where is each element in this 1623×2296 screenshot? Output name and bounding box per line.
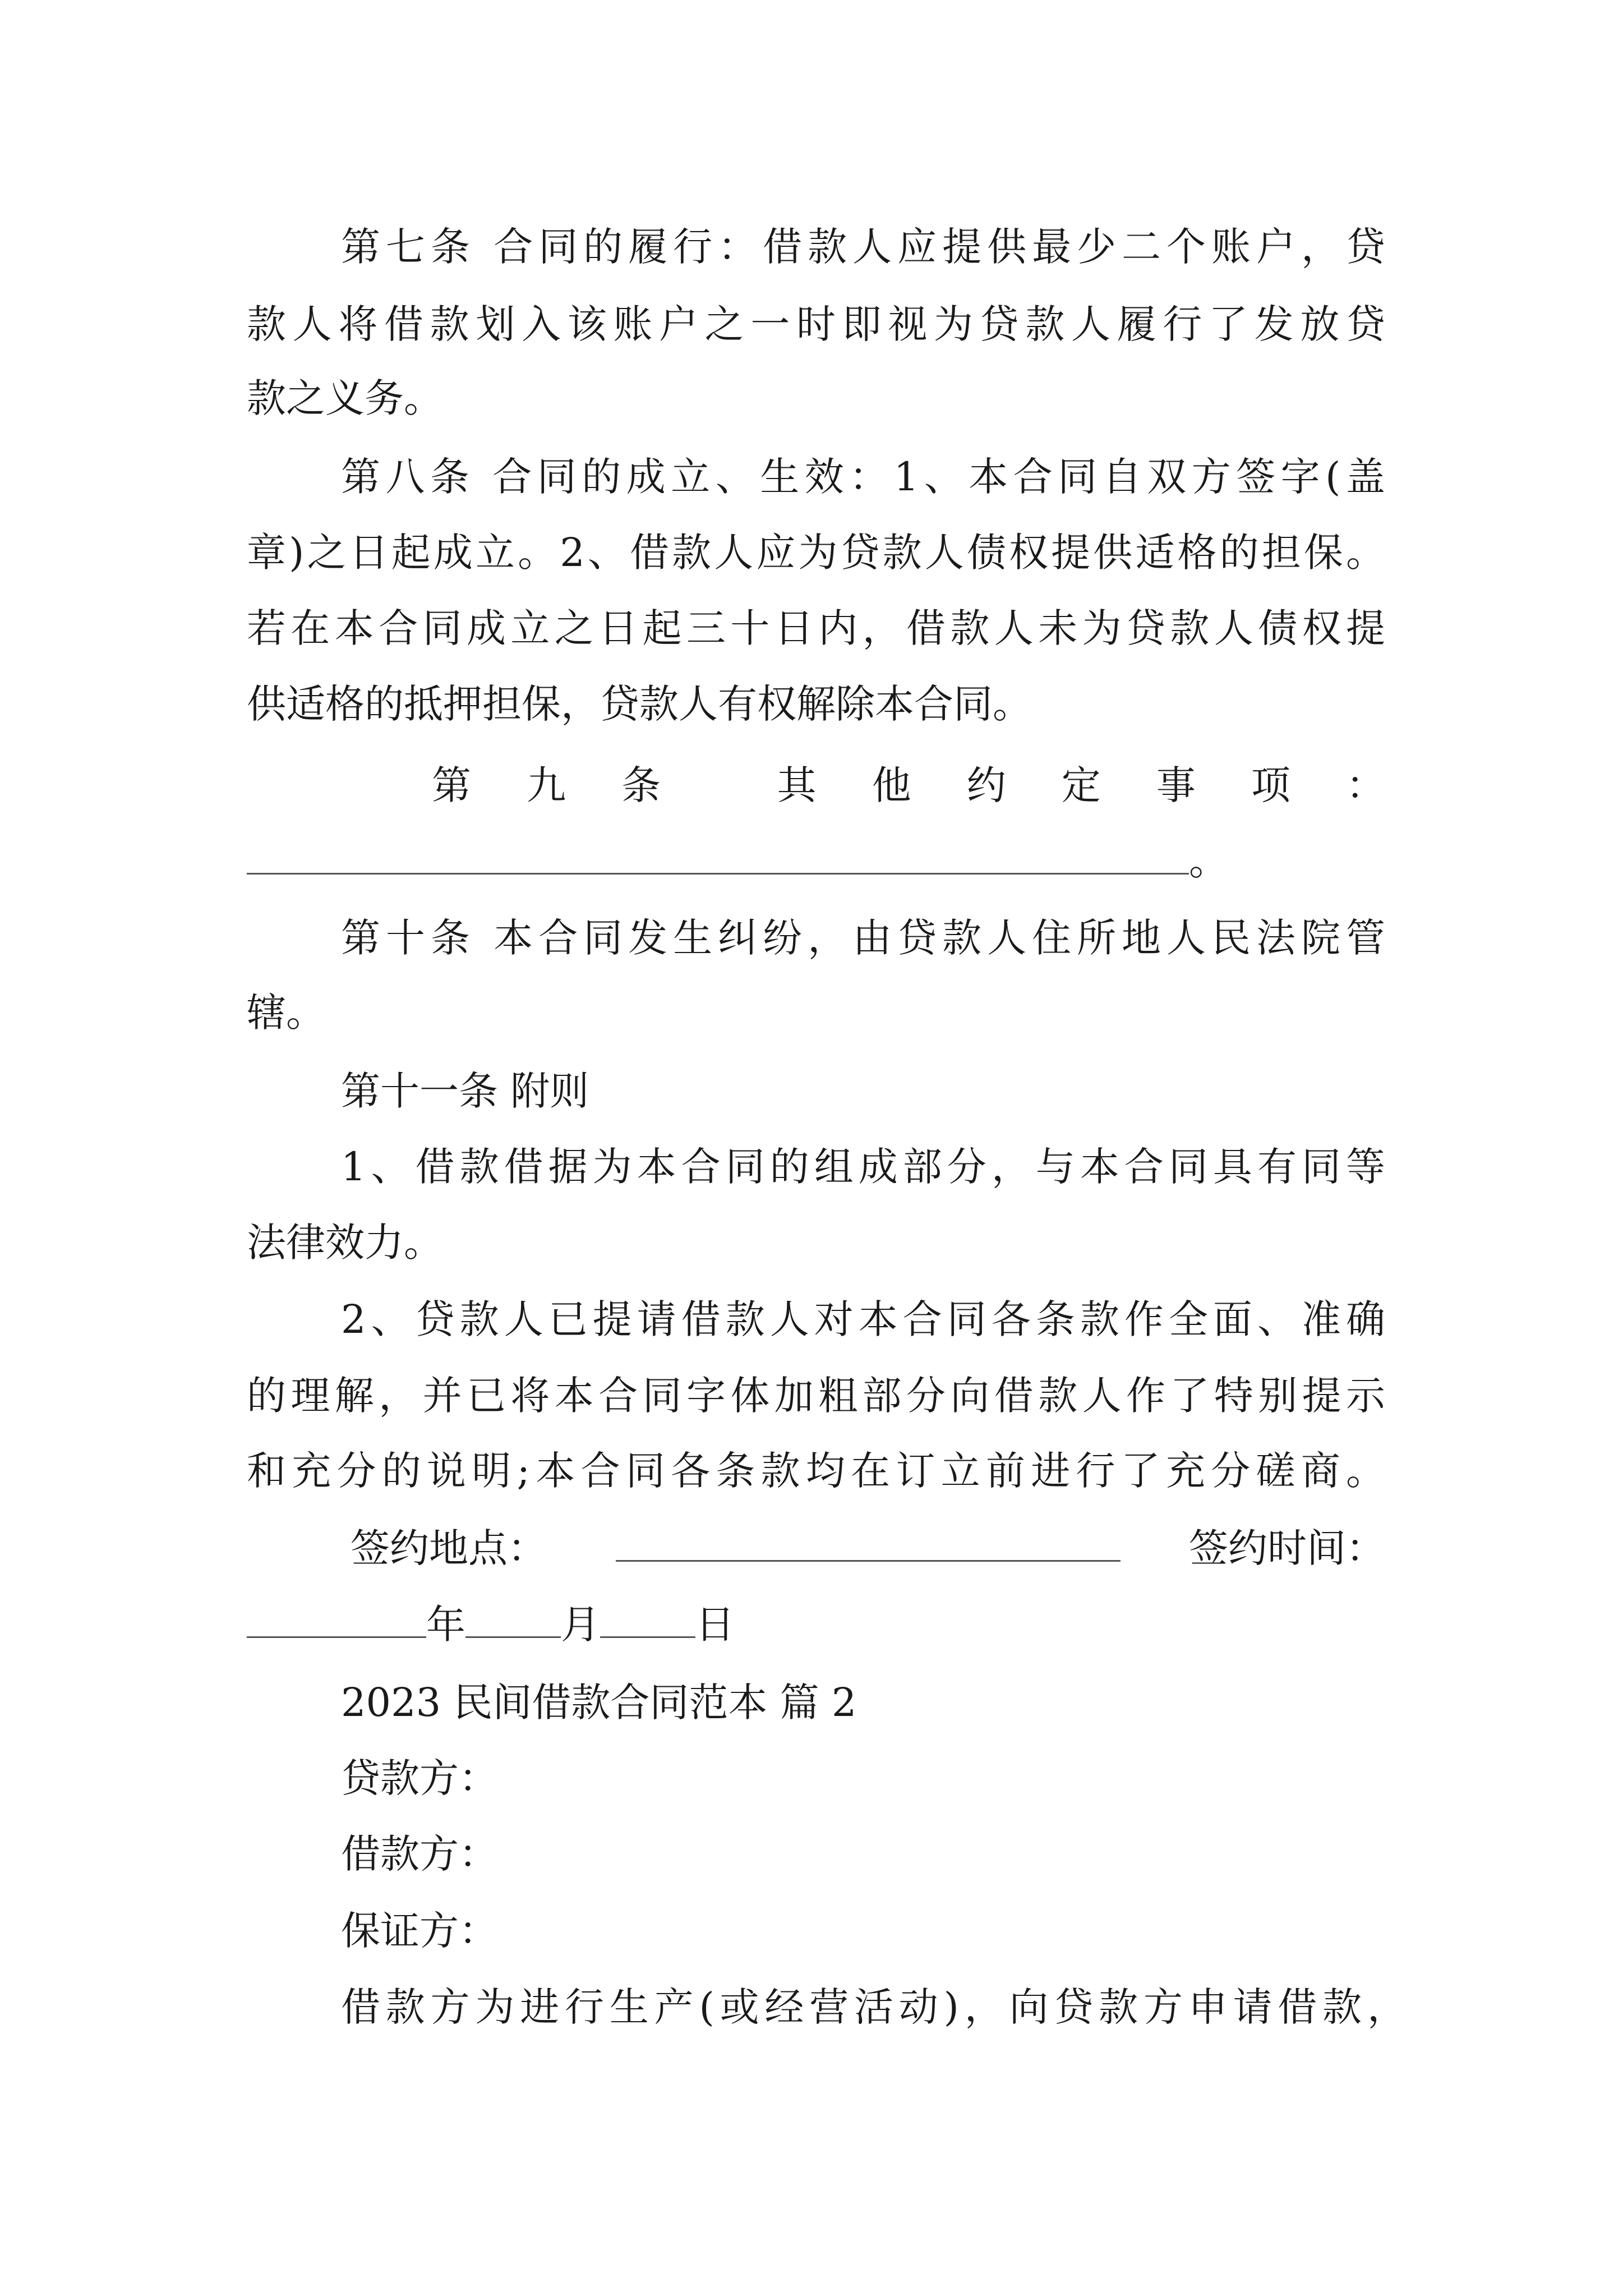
part2-title: 2023 民间借款合同范本 篇 2 bbox=[341, 1680, 857, 1726]
article11-item1-line-2: 法律效力。 bbox=[247, 1220, 443, 1266]
article10-line-1: 第十条 本合同发生纠纷，由贷款人住所地人民法院管 bbox=[341, 915, 1385, 961]
article9-fill-blank[interactable] bbox=[247, 828, 1189, 875]
article8-line-1: 第八条 合同的成立、生效：1、本合同自双方签字(盖 bbox=[341, 454, 1385, 500]
article11-item2-line-3: 和充分的说明;本合同各条款均在订立前进行了充分磋商。 bbox=[247, 1448, 1385, 1494]
article9-end: 。 bbox=[1189, 838, 1228, 884]
year-label: 年 bbox=[426, 1602, 465, 1648]
article7-line-2: 款人将借款划入该账户之一时即视为贷款人履行了发放贷 bbox=[247, 301, 1385, 347]
article8-line-2: 章)之日起成立。2、借款人应为贷款人债权提供适格的担保。 bbox=[247, 530, 1385, 576]
article7-line-3: 款之义务。 bbox=[247, 375, 443, 421]
article8-line-3: 若在本合同成立之日起三十日内，借款人未为贷款人债权提 bbox=[247, 605, 1385, 651]
signing-row bbox=[351, 1515, 1385, 1582]
month-label: 月 bbox=[561, 1602, 600, 1648]
signing-time-label: 签约时间： bbox=[1189, 1525, 1385, 1571]
day-label: 日 bbox=[695, 1602, 735, 1648]
day-blank[interactable] bbox=[600, 1591, 695, 1638]
article9-label: 第 九 条 其 他 约 定 事 项 ： bbox=[432, 762, 1385, 808]
article7-line-1: 第七条 合同的履行：借款人应提供最少二个账户，贷 bbox=[341, 224, 1385, 270]
signing-date-line bbox=[247, 1591, 1385, 1658]
article9-blank-line bbox=[247, 827, 1385, 895]
month-blank[interactable] bbox=[465, 1591, 561, 1638]
lender-label: 贷款方： bbox=[341, 1755, 498, 1801]
part2-intro: 借款方为进行生产(或经营活动)，向贷款方申请借款， bbox=[341, 1984, 1407, 2030]
guarantor-label: 保证方： bbox=[341, 1908, 498, 1954]
article10-line-2: 辖。 bbox=[247, 990, 325, 1036]
year-blank[interactable] bbox=[247, 1591, 426, 1638]
article11-item2-line-2: 的理解，并已将本合同字体加粗部分向借款人作了特别提示 bbox=[247, 1373, 1385, 1419]
signing-place-blank[interactable] bbox=[616, 1515, 1121, 1562]
article11-item1-line-1: 1、借款借据为本合同的组成部分，与本合同具有同等 bbox=[341, 1144, 1385, 1190]
signing-place-label: 签约地点： bbox=[351, 1525, 547, 1571]
article8-line-4: 供适格的抵押担保，贷款人有权解除本合同。 bbox=[247, 681, 1032, 727]
article11-title: 第十一条 附则 bbox=[341, 1068, 589, 1114]
article11-item2-line-1: 2、贷款人已提请借款人对本合同各条款作全面、准确 bbox=[341, 1296, 1385, 1342]
borrower-label: 借款方： bbox=[341, 1831, 498, 1877]
